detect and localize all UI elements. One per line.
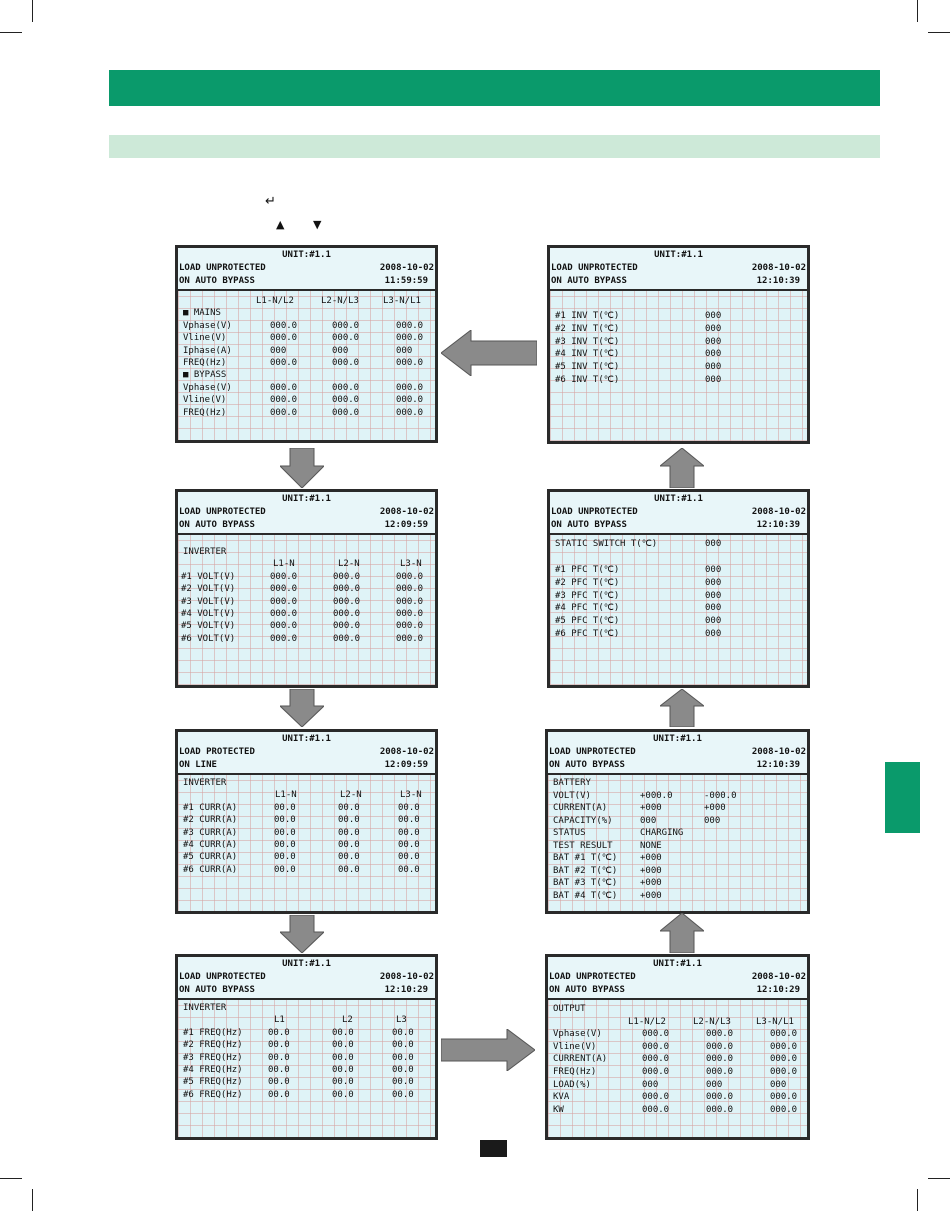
lcd-screen-mains bbox=[175, 245, 438, 443]
row-value: 00.0 bbox=[268, 1052, 290, 1063]
row-value: 000.0 bbox=[396, 609, 424, 619]
row-label: BAT #3 T(℃) bbox=[553, 878, 618, 888]
row-label: KVA bbox=[553, 1092, 570, 1103]
row-value: 000.0 bbox=[770, 1092, 798, 1103]
date-readout: 2008-10-02 bbox=[379, 972, 434, 982]
load-status: LOAD PROTECTED bbox=[179, 747, 255, 757]
flow-arrow-up bbox=[660, 448, 704, 488]
row-value: 000.0 bbox=[332, 395, 360, 406]
row-value: 000 bbox=[705, 336, 722, 347]
row-label: #3 CURR(A) bbox=[183, 827, 238, 838]
row-label: #5 INV T(℃) bbox=[555, 362, 620, 373]
row-label: FREQ(Hz) bbox=[183, 407, 227, 418]
row-value: 00.0 bbox=[392, 1052, 414, 1063]
row-value: 000 bbox=[332, 345, 349, 356]
row-label: #1 VOLT(V) bbox=[181, 571, 236, 582]
crop-mark bbox=[0, 1178, 22, 1179]
lcd-body bbox=[178, 535, 435, 685]
row-label: CURRENT(A) bbox=[553, 803, 608, 813]
row-value: 000.0 bbox=[396, 395, 424, 406]
load-status: LOAD UNPROTECTED bbox=[179, 972, 266, 982]
column-header: L1-N/L2 bbox=[256, 296, 294, 306]
row-label: FREQ(Hz) bbox=[183, 358, 227, 368]
row-value: 00.0 bbox=[338, 852, 360, 863]
flow-arrow-right bbox=[441, 1029, 535, 1071]
row-value: +000 bbox=[640, 853, 662, 863]
row-value: 000.0 bbox=[396, 358, 424, 368]
lcd-screen-inverter-volt bbox=[175, 489, 438, 688]
row-label: ■ MAINS bbox=[183, 308, 221, 319]
column-header: L3 bbox=[396, 1015, 407, 1026]
load-status: LOAD UNPROTECTED bbox=[551, 263, 638, 273]
row-value: 000.0 bbox=[706, 1041, 734, 1052]
row-value: 000.0 bbox=[706, 1029, 734, 1040]
flow-arrow-left bbox=[441, 330, 537, 376]
date-readout: 2008-10-02 bbox=[379, 747, 434, 757]
row-value: 000.0 bbox=[396, 571, 424, 582]
time-readout: 12:09:59 bbox=[384, 760, 428, 770]
column-header: L1 bbox=[274, 1015, 285, 1026]
row-value: 000.0 bbox=[642, 1104, 670, 1115]
row-value: 000.0 bbox=[706, 1104, 734, 1115]
row-value: 00.0 bbox=[332, 1027, 354, 1038]
row-value: 00.0 bbox=[268, 1089, 290, 1100]
time-readout: 12:10:39 bbox=[756, 760, 800, 770]
row-value: 000 bbox=[705, 629, 722, 639]
row-label: #1 INV T(℃) bbox=[555, 311, 620, 321]
row-value: 00.0 bbox=[398, 852, 420, 863]
time-readout: 11:59:59 bbox=[384, 276, 428, 286]
mode-status: ON AUTO BYPASS bbox=[549, 985, 625, 995]
mode-status: ON AUTO BYPASS bbox=[551, 520, 627, 530]
column-header: L3-N/L1 bbox=[756, 1016, 794, 1027]
row-value: 000.0 bbox=[333, 596, 361, 607]
row-label: VOLT(V) bbox=[553, 790, 591, 801]
row-value: 000.0 bbox=[770, 1029, 798, 1040]
row-value: 000.0 bbox=[332, 407, 360, 418]
lcd-body bbox=[178, 291, 435, 440]
row-value: 000.0 bbox=[270, 358, 298, 368]
row-label: #4 VOLT(V) bbox=[181, 609, 236, 619]
row-label: #2 FREQ(Hz) bbox=[183, 1040, 243, 1051]
row-label: BAT #2 T(℃) bbox=[553, 865, 618, 876]
row-label: Vphase(V) bbox=[183, 382, 232, 393]
mode-status: ON AUTO BYPASS bbox=[179, 276, 255, 286]
row-label: CAPACITY(%) bbox=[553, 815, 613, 826]
row-value: 00.0 bbox=[398, 815, 420, 826]
row-value: 000.0 bbox=[270, 609, 298, 619]
column-header: L1-N/L2 bbox=[628, 1016, 666, 1027]
row-value: 00.0 bbox=[268, 1065, 290, 1075]
time-readout: 12:10:39 bbox=[756, 276, 800, 286]
row-label: FREQ(Hz) bbox=[553, 1067, 597, 1077]
row-label: #3 FREQ(Hz) bbox=[183, 1052, 243, 1063]
row-label: #2 INV T(℃) bbox=[555, 323, 620, 334]
row-value: 00.0 bbox=[274, 827, 296, 838]
lcd-status-header bbox=[178, 248, 435, 291]
row-label: BATTERY bbox=[553, 778, 591, 788]
row-value: 000 bbox=[705, 616, 722, 627]
row-label: Iphase(A) bbox=[183, 345, 232, 356]
row-value: 000 bbox=[704, 815, 721, 826]
row-label: #3 VOLT(V) bbox=[181, 596, 236, 607]
row-value: 000.0 bbox=[332, 320, 360, 331]
row-value: 000.0 bbox=[270, 596, 298, 607]
flow-arrow-up bbox=[660, 913, 704, 953]
row-value: 000.0 bbox=[396, 621, 424, 632]
mode-status: ON LINE bbox=[179, 760, 217, 770]
row-label: #5 VOLT(V) bbox=[181, 621, 236, 632]
row-value: 00.0 bbox=[398, 840, 420, 850]
section-title: INVERTER bbox=[183, 1003, 227, 1013]
crop-mark bbox=[32, 0, 33, 22]
lcd-status-header bbox=[550, 492, 807, 535]
date-readout: 2008-10-02 bbox=[751, 747, 806, 757]
chapter-tab bbox=[885, 762, 920, 833]
row-value: 000.0 bbox=[333, 571, 361, 582]
unit-id: UNIT:#1.1 bbox=[654, 494, 703, 504]
row-value: 000.0 bbox=[270, 382, 298, 393]
row-label: #3 INV T(℃) bbox=[555, 336, 620, 347]
row-value: 000 bbox=[705, 375, 722, 385]
row-value: 000 bbox=[705, 362, 722, 373]
row-value: 00.0 bbox=[338, 815, 360, 826]
load-status: LOAD UNPROTECTED bbox=[179, 507, 266, 517]
row-value: 00.0 bbox=[332, 1052, 354, 1063]
row-value: 00.0 bbox=[274, 864, 296, 875]
enter-icon: ↵ bbox=[265, 194, 276, 209]
row-label: #1 CURR(A) bbox=[183, 802, 238, 813]
down-arrow-icon: ▼ bbox=[313, 218, 322, 231]
row-value: +000.0 bbox=[640, 790, 673, 801]
row-value: 000 bbox=[396, 345, 413, 356]
row-value: 000.0 bbox=[396, 333, 424, 344]
time-readout: 12:09:59 bbox=[384, 520, 428, 530]
lcd-status-header bbox=[178, 732, 435, 775]
row-value: 000.0 bbox=[396, 320, 424, 331]
unit-id: UNIT:#1.1 bbox=[282, 959, 331, 969]
row-label: #4 CURR(A) bbox=[183, 840, 238, 850]
row-label: Vline(V) bbox=[183, 395, 227, 406]
row-value: 000.0 bbox=[333, 633, 361, 644]
row-value: 000.0 bbox=[770, 1054, 798, 1065]
row-value: 000.0 bbox=[770, 1041, 798, 1052]
row-label: ■ BYPASS bbox=[183, 370, 227, 381]
row-value: 00.0 bbox=[338, 840, 360, 850]
mode-status: ON AUTO BYPASS bbox=[549, 760, 625, 770]
column-header: L2-N/L3 bbox=[321, 296, 359, 306]
static-switch-value: 000 bbox=[705, 539, 722, 549]
column-header: L2-N bbox=[338, 559, 360, 570]
time-readout: 12:10:29 bbox=[384, 985, 428, 995]
row-value: 00.0 bbox=[332, 1040, 354, 1051]
row-value: +000 bbox=[640, 803, 662, 813]
section-header-bar bbox=[109, 70, 880, 106]
crop-mark bbox=[0, 32, 22, 33]
row-value: 000.0 bbox=[642, 1029, 670, 1040]
row-value: 00.0 bbox=[392, 1027, 414, 1038]
row-label: TEST RESULT bbox=[553, 840, 613, 851]
unit-id: UNIT:#1.1 bbox=[654, 250, 703, 260]
row-label: BAT #1 T(℃) bbox=[553, 853, 618, 863]
lcd-status-header bbox=[550, 248, 807, 291]
row-value: 000.0 bbox=[270, 571, 298, 582]
row-label: #6 CURR(A) bbox=[183, 864, 238, 875]
row-value: 000.0 bbox=[642, 1092, 670, 1103]
row-label: Vline(V) bbox=[183, 333, 227, 344]
column-header: L2-N bbox=[340, 790, 362, 801]
crop-mark bbox=[917, 0, 918, 22]
mode-status: ON AUTO BYPASS bbox=[179, 985, 255, 995]
lcd-body bbox=[550, 291, 807, 441]
row-label: #5 PFC T(℃) bbox=[555, 616, 620, 627]
unit-id: UNIT:#1.1 bbox=[282, 494, 331, 504]
column-header: L1-N bbox=[275, 790, 297, 801]
row-label: #1 PFC T(℃) bbox=[555, 565, 620, 575]
row-value: 000.0 bbox=[706, 1092, 734, 1103]
row-value: 000.0 bbox=[333, 609, 361, 619]
load-status: LOAD UNPROTECTED bbox=[179, 263, 266, 273]
date-readout: 2008-10-02 bbox=[379, 507, 434, 517]
row-value: 00.0 bbox=[338, 802, 360, 813]
column-header: L3-N bbox=[400, 790, 422, 801]
row-value: +000 bbox=[640, 890, 662, 901]
row-value: 000.0 bbox=[270, 395, 298, 406]
crop-mark bbox=[32, 1189, 33, 1211]
flow-arrow-down bbox=[280, 448, 324, 488]
column-header: L2-N/L3 bbox=[693, 1016, 731, 1027]
row-label: #2 VOLT(V) bbox=[181, 584, 236, 595]
row-value: 00.0 bbox=[332, 1077, 354, 1088]
row-value: 000.0 bbox=[270, 333, 298, 344]
row-value: 000.0 bbox=[396, 633, 424, 644]
lcd-screen-battery bbox=[545, 729, 810, 914]
lcd-screen-inverter-frequency bbox=[175, 954, 438, 1140]
row-label: BAT #4 T(℃) bbox=[553, 890, 618, 901]
row-label: #6 PFC T(℃) bbox=[555, 629, 620, 639]
lcd-status-header bbox=[548, 732, 807, 775]
row-value: 000.0 bbox=[270, 407, 298, 418]
row-label: #4 PFC T(℃) bbox=[555, 603, 620, 614]
page-number-box bbox=[480, 1140, 507, 1157]
row-value: 00.0 bbox=[392, 1065, 414, 1075]
row-value: 00.0 bbox=[268, 1040, 290, 1051]
row-label: CURRENT(A) bbox=[553, 1054, 608, 1065]
row-value: 00.0 bbox=[398, 827, 420, 838]
row-value: 000 bbox=[705, 590, 722, 601]
row-label: #2 CURR(A) bbox=[183, 815, 238, 826]
row-value: 000 bbox=[640, 815, 657, 826]
column-header: L1-N bbox=[273, 559, 295, 570]
section-title: INVERTER bbox=[183, 778, 227, 788]
row-label: #2 PFC T(℃) bbox=[555, 577, 620, 588]
row-value: 000.0 bbox=[396, 596, 424, 607]
lcd-screen-inverter-temperature bbox=[547, 245, 810, 444]
row-value: 000.0 bbox=[396, 407, 424, 418]
row-value: +000 bbox=[640, 878, 662, 888]
row-value: 000 bbox=[705, 603, 722, 614]
row-value: 000.0 bbox=[642, 1054, 670, 1065]
date-readout: 2008-10-02 bbox=[751, 507, 806, 517]
row-value: 00.0 bbox=[274, 840, 296, 850]
mode-status: ON AUTO BYPASS bbox=[179, 520, 255, 530]
time-readout: 12:10:29 bbox=[756, 985, 800, 995]
row-value: -000.0 bbox=[704, 790, 737, 801]
time-readout: 12:10:39 bbox=[756, 520, 800, 530]
lcd-status-header bbox=[178, 492, 435, 535]
row-value: 00.0 bbox=[274, 815, 296, 826]
crop-mark bbox=[928, 32, 950, 33]
lcd-screen-inverter-current bbox=[175, 729, 438, 914]
lcd-body bbox=[548, 1000, 807, 1137]
row-label: Vphase(V) bbox=[183, 320, 232, 331]
row-label: #5 FREQ(Hz) bbox=[183, 1077, 243, 1088]
row-value: 000.0 bbox=[706, 1054, 734, 1065]
row-value: 000.0 bbox=[706, 1067, 734, 1077]
row-value: 00.0 bbox=[332, 1089, 354, 1100]
row-value: +000 bbox=[640, 865, 662, 876]
flow-arrow-up bbox=[660, 689, 704, 727]
row-value: 000 bbox=[705, 349, 722, 360]
load-status: LOAD UNPROTECTED bbox=[549, 747, 636, 757]
lcd-body bbox=[550, 535, 807, 685]
row-value: 000.0 bbox=[332, 382, 360, 393]
row-label: STATUS bbox=[553, 828, 586, 838]
column-header: L3-N/L1 bbox=[383, 296, 421, 306]
section-title: INVERTER bbox=[183, 547, 227, 557]
row-value: 000.0 bbox=[333, 584, 361, 595]
row-value: 000.0 bbox=[332, 333, 360, 344]
row-value: 000.0 bbox=[270, 633, 298, 644]
row-label: #6 INV T(℃) bbox=[555, 375, 620, 385]
row-value: 000 bbox=[705, 577, 722, 588]
load-status: LOAD UNPROTECTED bbox=[549, 972, 636, 982]
row-label: #4 FREQ(Hz) bbox=[183, 1065, 243, 1075]
row-value: 000.0 bbox=[270, 621, 298, 632]
row-value: 00.0 bbox=[398, 864, 420, 875]
lcd-screen-pfc-temperature bbox=[547, 489, 810, 688]
row-value: 000 bbox=[770, 1079, 787, 1090]
row-value: 000 bbox=[642, 1079, 659, 1090]
row-value: 000.0 bbox=[770, 1104, 798, 1115]
up-arrow-icon: ▲ bbox=[276, 218, 285, 231]
lcd-body bbox=[548, 775, 807, 911]
row-label: KW bbox=[553, 1104, 564, 1115]
row-value: 00.0 bbox=[392, 1077, 414, 1088]
row-value: 00.0 bbox=[268, 1027, 290, 1038]
lcd-body bbox=[178, 1000, 435, 1137]
row-label: #6 FREQ(Hz) bbox=[183, 1089, 243, 1100]
row-value: 000.0 bbox=[333, 621, 361, 632]
subsection-header-bar bbox=[109, 135, 880, 158]
row-label: Vline(V) bbox=[553, 1041, 597, 1052]
section-title: OUTPUT bbox=[553, 1004, 586, 1014]
row-value: 000 bbox=[705, 565, 722, 575]
row-value: +000 bbox=[704, 803, 726, 813]
row-value: 00.0 bbox=[268, 1077, 290, 1088]
static-switch-label: STATIC SWITCH T(℃) bbox=[555, 539, 658, 549]
row-value: 00.0 bbox=[338, 864, 360, 875]
mode-status: ON AUTO BYPASS bbox=[551, 276, 627, 286]
row-value: 000 bbox=[705, 311, 722, 321]
row-value: 00.0 bbox=[392, 1089, 414, 1100]
row-label: #5 CURR(A) bbox=[183, 852, 238, 863]
lcd-body bbox=[178, 775, 435, 911]
crop-mark bbox=[928, 1178, 950, 1179]
unit-id: UNIT:#1.1 bbox=[653, 959, 702, 969]
column-header: L2 bbox=[342, 1015, 353, 1026]
row-value: 00.0 bbox=[392, 1040, 414, 1051]
lcd-status-header bbox=[548, 957, 807, 1000]
lcd-screen-output bbox=[545, 954, 810, 1140]
unit-id: UNIT:#1.1 bbox=[282, 734, 331, 744]
row-value: 00.0 bbox=[332, 1065, 354, 1075]
flow-arrow-down bbox=[280, 689, 324, 727]
row-value: 000.0 bbox=[642, 1041, 670, 1052]
row-value: 000.0 bbox=[332, 358, 360, 368]
row-value: 00.0 bbox=[274, 802, 296, 813]
row-value: 000 bbox=[270, 345, 287, 356]
row-label: #4 INV T(℃) bbox=[555, 349, 620, 360]
load-status: LOAD UNPROTECTED bbox=[551, 507, 638, 517]
row-value: 000.0 bbox=[642, 1067, 670, 1077]
row-label: #1 FREQ(Hz) bbox=[183, 1027, 243, 1038]
row-value: 000.0 bbox=[396, 584, 424, 595]
row-value: 00.0 bbox=[274, 852, 296, 863]
date-readout: 2008-10-02 bbox=[751, 263, 806, 273]
unit-id: UNIT:#1.1 bbox=[653, 734, 702, 744]
row-label: LOAD(%) bbox=[553, 1079, 591, 1090]
row-value: NONE bbox=[640, 840, 662, 851]
row-label: #3 PFC T(℃) bbox=[555, 590, 620, 601]
date-readout: 2008-10-02 bbox=[751, 972, 806, 982]
row-value: 00.0 bbox=[398, 802, 420, 813]
row-value: 00.0 bbox=[338, 827, 360, 838]
date-readout: 2008-10-02 bbox=[379, 263, 434, 273]
lcd-status-header bbox=[178, 957, 435, 1000]
row-value: 000 bbox=[706, 1079, 723, 1090]
column-header: L3-N bbox=[400, 559, 422, 570]
flow-arrow-down bbox=[280, 915, 324, 953]
unit-id: UNIT:#1.1 bbox=[282, 250, 331, 260]
row-label: Vphase(V) bbox=[553, 1029, 602, 1040]
row-value: 000 bbox=[705, 323, 722, 334]
crop-mark bbox=[917, 1189, 918, 1211]
row-label: #6 VOLT(V) bbox=[181, 633, 236, 644]
row-value: CHARGING bbox=[640, 828, 684, 838]
row-value: 000.0 bbox=[270, 320, 298, 331]
row-value: 000.0 bbox=[396, 382, 424, 393]
row-value: 000.0 bbox=[770, 1067, 798, 1077]
row-value: 000.0 bbox=[270, 584, 298, 595]
